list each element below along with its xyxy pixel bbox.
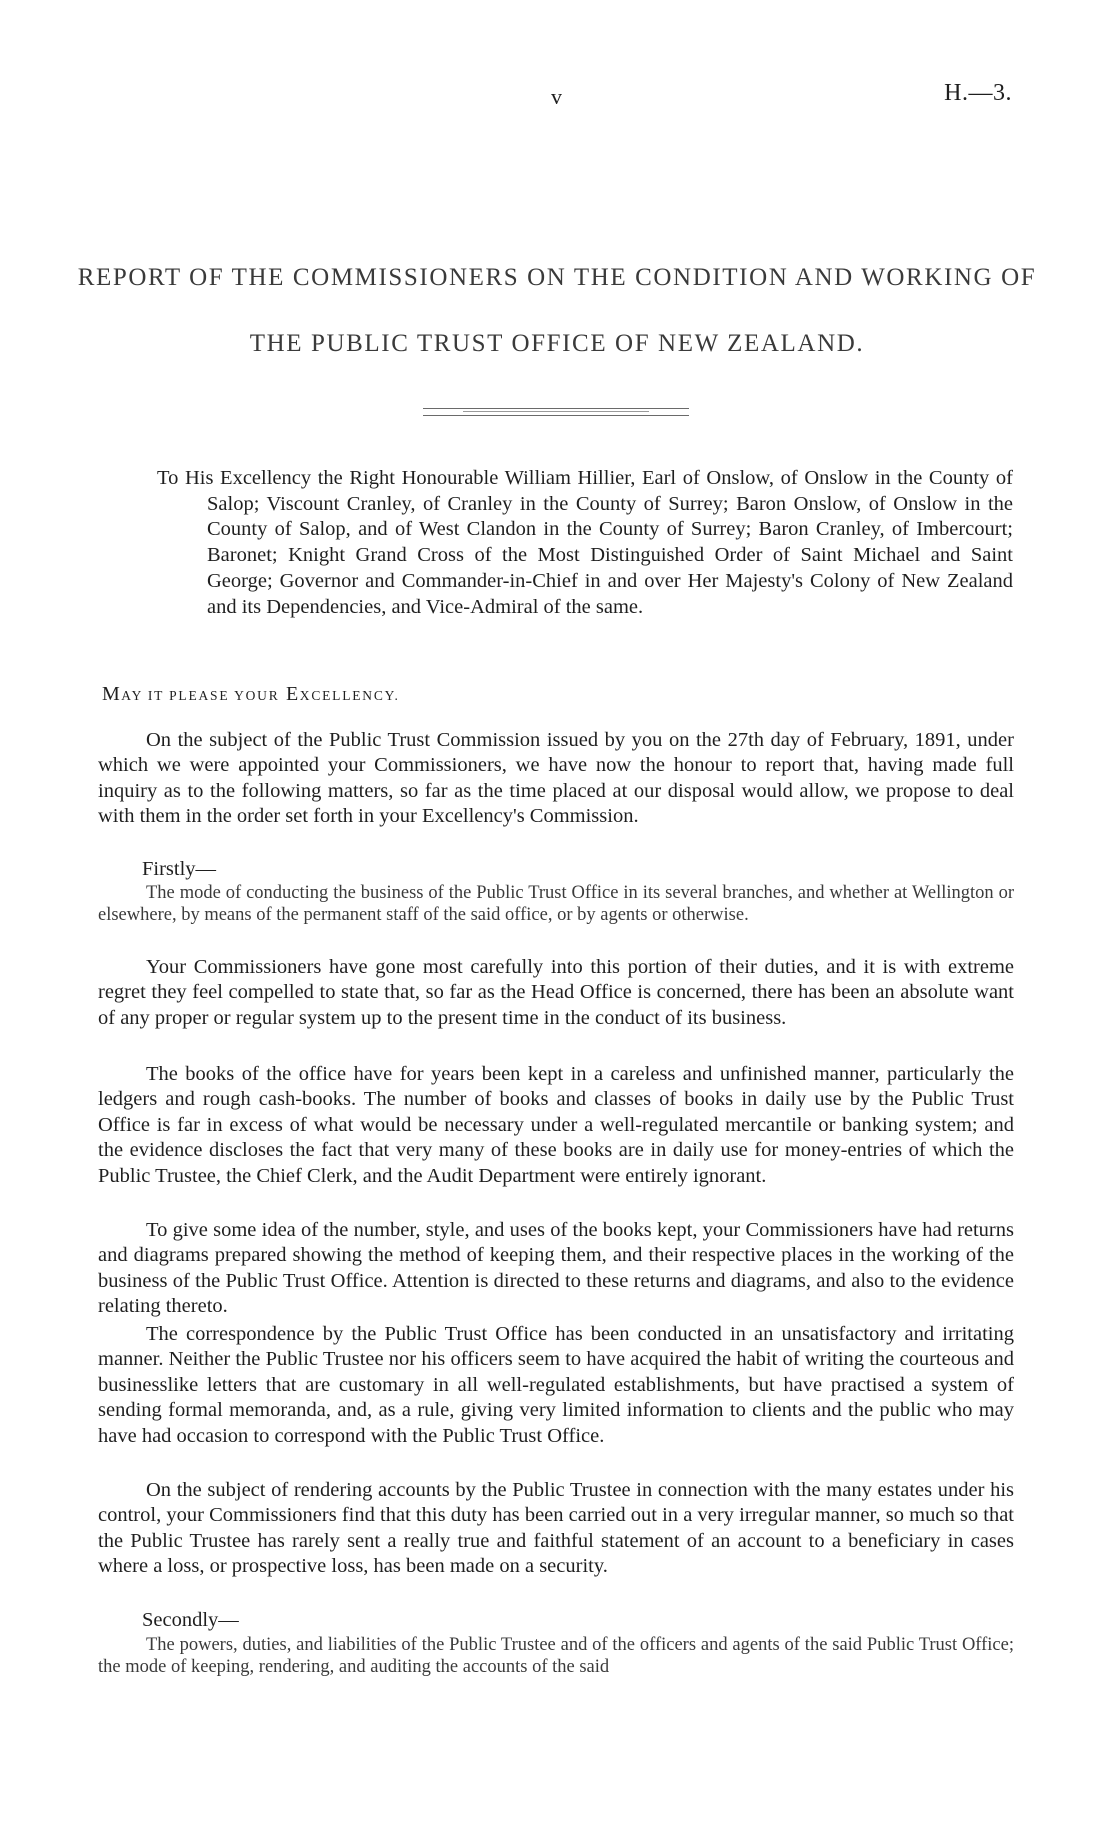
paragraph-books: The books of the office have for years been kept in a careless and unfinished manner, particularly the ledgers and rough cash-books. The number of books and classes of books in daily use by the Public Trust Office is far in excess of what would be necessary under a well-regulated mercantile or banking system; and the evidence discloses the fact that very many of these books are in daily use for money-entries of which the Public Trustee, the Chief Clerk, and the Audit Department were entirely ignorant. [98, 1063, 1014, 1187]
firstly-terms-quote: The mode of conducting the business of the Public Trust Office in its several branches, and whether at Wellington or elsewhere, by means of the permanent staff of the said office, or by agents or otherwise. [98, 883, 1014, 925]
salutation-initial-2: E [286, 683, 300, 705]
salutation-small-caps-1: AY IT PLEASE YOUR [121, 688, 280, 703]
secondly-label: Secondly— [142, 1609, 239, 1631]
intro-paragraph: On the subject of the Public Trust Commission issued by you on the 27th day of February, 1891, under which we were appointed your Commissioners, we have now the honour to report that, having made full inquiry as to the following matters, so far as the time placed at our disposal would allow, we propose to deal with them in the order set forth in your Excellency's Commission. [98, 729, 1014, 828]
paragraph-head-office-system: Your Commissioners have gone most carefully into this portion of their duties, and it is with extreme regret they feel compelled to state that, so far as the Head Office is concerned, there has been an absolute want of any proper or regular system up to the present time in the conduct of its business. [98, 956, 1014, 1029]
title-divider [423, 408, 689, 416]
secondly-terms-quote: The powers, duties, and liabilities of the Public Trustee and of the officers and agents of the said Public Trust Office; the mode of keeping, rendering, and auditing the accounts of the said [98, 1635, 1014, 1677]
salutation-initial-1: M [102, 683, 122, 705]
page-number: v [551, 84, 563, 109]
paragraph-rendering-accounts: On the subject of rendering accounts by the Public Trustee in connection with the many estates under his control, your Commissioners find that this duty has been carried out in a very irregular manner, so much so that the Public Trustee has rarely sent a really true and faithful statement of an account to a beneficiary in cases where a loss, or prospective loss, has been made on a security. [98, 1479, 1014, 1578]
report-title-line-2: THE PUBLIC TRUST OFFICE OF NEW ZEALAND. [249, 330, 865, 357]
report-title-line-1: REPORT OF THE COMMISSIONERS ON THE CONDITION AND WORKING OF [77, 264, 1037, 291]
paragraph-correspondence: The correspondence by the Public Trust Office has been conducted in an unsatisfactory and irritating manner. Neither the Public Trustee nor his officers seem to have acquired the habit of writing the courteous and businesslike letters that are customary in all well-regulated establishments, but have practised a system of sending formal memoranda, and, as a rule, giving very limited information to clients and the public who may have had occasion to correspond with the Public Trust Office. [98, 1323, 1014, 1447]
address-to-governor: To His Excellency the Right Honourable William Hillier, Earl of Onslow, of Onslow in the County of Salop; Viscount Cranley, of Cranley in the County of Surrey; Baron Onslow, of Onslow in the County of Salop, and of West Clandon in the County of Surrey; Baron Cranley, of Imbercourt; Baronet; Knight Grand Cross of the Most Distinguished Order of Saint Michael and Saint George; Governor and Commander-in-Chief in and over Her Majesty's Colony of New Zealand and its Dependencies, and Vice-Admiral of the same. [157, 467, 1013, 618]
document-reference: H.—3. [944, 80, 1012, 106]
firstly-label: Firstly— [142, 858, 217, 880]
salutation-small-caps-2: XCELLENCY. [299, 688, 400, 703]
salutation [102, 683, 400, 706]
paragraph-returns-diagrams: To give some idea of the number, style, and uses of the books kept, your Commissioners have had returns and diagrams prepared showing the method of keeping them, and their respective places in the working of the business of the Public Trust Office. Attention is directed to these returns and diagrams, and also to the evidence relating thereto. [98, 1219, 1014, 1318]
